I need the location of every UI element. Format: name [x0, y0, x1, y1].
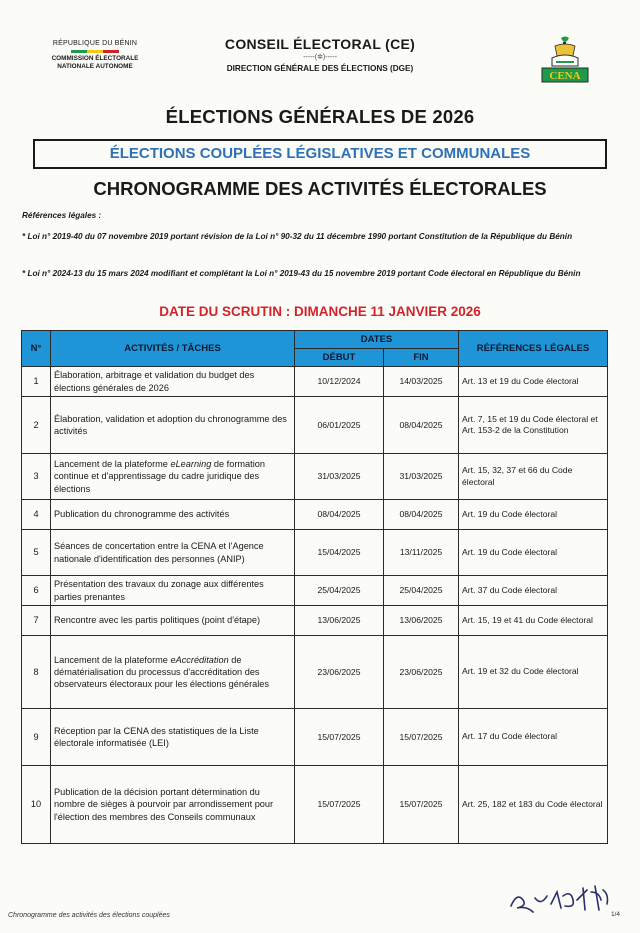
header-legal-refs: RÉFÉRENCES LÉGALES: [459, 331, 608, 367]
row-end-date: 08/04/2025: [384, 500, 459, 530]
reference-constitution: * Loi n° 2019-40 du 07 novembre 2019 portant révision de la Loi n° 90-32 du 11 décembre 1990 portant Constitution de la République du Bénin: [22, 232, 573, 241]
row-legal-ref: Art. 15, 32, 37 et 66 du Code électoral: [459, 454, 608, 500]
row-start-date: 15/04/2025: [295, 530, 384, 576]
header-dates: DATES: [295, 331, 459, 349]
row-end-date: 25/04/2025: [384, 576, 459, 606]
row-end-date: 13/06/2025: [384, 606, 459, 636]
row-legal-ref: Art. 19 du Code électoral: [459, 530, 608, 576]
row-activity: Réception par la CENA des statistiques de la Liste électorale informatisée (LEI): [51, 709, 295, 766]
row-activity: Séances de concertation entre la CENA et l'Agence nationale d'identification des personnes (ANIP): [51, 530, 295, 576]
row-activity: Présentation des travaux du zonage aux différentes parties prenantes: [51, 576, 295, 606]
signature-icon: [505, 878, 620, 920]
footer-caption: Chronogramme des activités des élections couplées: [8, 912, 170, 919]
schedule-table: [21, 330, 608, 844]
row-legal-ref: Art. 37 du Code électoral: [459, 576, 608, 606]
row-number: 7: [22, 606, 51, 636]
row-end-date: 14/03/2025: [384, 367, 459, 397]
header-no: N°: [22, 331, 51, 367]
row-start-date: 08/04/2025: [295, 500, 384, 530]
row-activity: Élaboration, validation et adoption du chronogramme des activités: [51, 397, 295, 454]
row-activity: Lancement de la plateforme eLearning de formation continue et d'apprentissage du cadre juridique des élections: [51, 454, 295, 500]
table-row: [22, 576, 608, 606]
row-activity: Élaboration, arbitrage et validation du budget des élections générales de 2026: [51, 367, 295, 397]
table-row: [22, 766, 608, 844]
row-start-date: 06/01/2025: [295, 397, 384, 454]
row-start-date: 15/07/2025: [295, 709, 384, 766]
row-end-date: 13/11/2025: [384, 530, 459, 576]
logo-text: CENA: [549, 70, 581, 82]
row-activity: Rencontre avec les partis politiques (point d'étape): [51, 606, 295, 636]
row-number: 3: [22, 454, 51, 500]
main-title: ÉLECTIONS GÉNÉRALES DE 2026: [165, 106, 475, 127]
row-start-date: 13/06/2025: [295, 606, 384, 636]
row-end-date: 15/07/2025: [384, 709, 459, 766]
row-end-date: 23/06/2025: [384, 636, 459, 709]
header-activities: ACTIVITÉS / TÂCHES: [51, 331, 295, 367]
header-start: DÉBUT: [295, 349, 384, 367]
direction-title: DIRECTION GÉNÉRALE DES ÉLECTIONS (DGE): [226, 64, 414, 73]
table-header-row: [22, 331, 608, 349]
table-row: [22, 636, 608, 709]
reference-electoral-code: * Loi n° 2024-13 du 15 mars 2024 modifiant et complétant la Loi n° 2019-43 du 15 novembre 2019 portant Code électoral en République du Bénin: [22, 269, 581, 278]
conseil-title: CONSEIL ÉLECTORAL (CE): [224, 36, 416, 52]
row-end-date: 08/04/2025: [384, 397, 459, 454]
table-row: [22, 530, 608, 576]
row-activity: Lancement de la plateforme eAccréditation de dématérialisation du processus d'accréditation des observateurs électoraux pour les élections générales: [51, 636, 295, 709]
header-left-block: [30, 40, 160, 71]
row-number: 6: [22, 576, 51, 606]
row-legal-ref: Art. 19 et 32 du Code électoral: [459, 636, 608, 709]
row-number: 2: [22, 397, 51, 454]
table-row: [22, 709, 608, 766]
row-activity: Publication du chronogramme des activités: [51, 500, 295, 530]
commission-line-2: NATIONALE AUTONOME: [57, 63, 133, 70]
flag-stripe: [71, 50, 119, 53]
cena-logo-icon: [530, 34, 600, 88]
page-number: 1/4: [611, 911, 621, 918]
row-end-date: 31/03/2025: [384, 454, 459, 500]
header-end: FIN: [384, 349, 459, 367]
table-row: [22, 606, 608, 636]
row-activity: Publication de la décision portant détermination du nombre de sièges à pourvoir par arrondissement pour l'élection des membres des Conseils communaux: [51, 766, 295, 844]
row-start-date: 25/04/2025: [295, 576, 384, 606]
ornament-divider: -----(✲)-----: [303, 54, 337, 61]
row-legal-ref: Art. 13 et 19 du Code électoral: [459, 367, 608, 397]
row-start-date: 23/06/2025: [295, 636, 384, 709]
header-center-block: [170, 36, 470, 73]
row-legal-ref: Art. 19 du Code électoral: [459, 500, 608, 530]
table-row: [22, 367, 608, 397]
references-label: Références légales :: [22, 211, 102, 220]
row-number: 10: [22, 766, 51, 844]
row-legal-ref: Art. 15, 19 et 41 du Code électoral: [459, 606, 608, 636]
row-legal-ref: Art. 25, 182 et 183 du Code électoral: [459, 766, 608, 844]
commission-line-1: COMMISSION ÉLECTORALE: [51, 55, 139, 62]
row-start-date: 31/03/2025: [295, 454, 384, 500]
row-legal-ref: Art. 17 du Code électoral: [459, 709, 608, 766]
table-row: [22, 500, 608, 530]
table-row: [22, 397, 608, 454]
row-start-date: 10/12/2024: [295, 367, 384, 397]
scrutin-date: DATE DU SCRUTIN : DIMANCHE 11 JANVIER 2026: [159, 304, 481, 319]
row-number: 8: [22, 636, 51, 709]
row-number: 1: [22, 367, 51, 397]
chronogram-title: CHRONOGRAMME DES ACTIVITÉS ÉLECTORALES: [93, 178, 547, 199]
row-legal-ref: Art. 7, 15 et 19 du Code électoral et Art. 153-2 de la Constitution: [459, 397, 608, 454]
row-start-date: 15/07/2025: [295, 766, 384, 844]
row-end-date: 15/07/2025: [384, 766, 459, 844]
boxed-subtitle: ÉLECTIONS COUPLÉES LÉGISLATIVES ET COMMUNALES: [33, 139, 607, 169]
republic-name: RÉPUBLIQUE DU BÉNIN: [52, 40, 138, 47]
row-number: 9: [22, 709, 51, 766]
row-number: 4: [22, 500, 51, 530]
table-row: [22, 454, 608, 500]
row-number: 5: [22, 530, 51, 576]
